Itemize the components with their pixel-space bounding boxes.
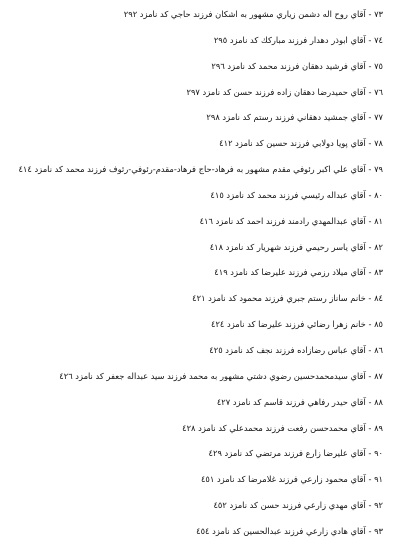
candidate-entry: ٩١ - آقاي محمود زارعي فرزند غلامرضا كد نامزد ٤٥١ [200, 474, 383, 485]
candidate-entry: ٩٠ - آقاي عليرضا زارع فرزند مرتضي كد نامزد ٤٢٩ [208, 448, 383, 459]
candidate-entry: ٧٥ - آقاي فرشيد دهقان فرزند محمد كد نامزد ٢٩٦ [211, 60, 383, 71]
candidate-entry: ٩٣ - آقاي هادي زارعي فرزند عبدالحسين كد نامزد ٤٥٤ [196, 525, 383, 536]
candidate-entry: ٧٣ - آقاي روح اله دشمن زياري مشهور به اشكان فرزند حاجي كد نامزد ٢٩٢ [123, 9, 383, 19]
candidate-entry: ٨٨ - آقاي حيدر رفاهي فرزند قاسم كد نامزد ٤٢٧ [216, 396, 383, 407]
candidate-entry: ٨٠ - آقاي عبداله رئيسي فرزند محمد كد نامزد ٤١٥ [210, 189, 383, 200]
candidate-entry: ٨١ - آقاي عبدالمهدي رادمند فرزند احمد كد نامزد ٤١٦ [199, 215, 383, 226]
candidate-entry: ٨٤ - خانم ساناز رستم جبري فرزند محمود كد نامزد ٤٢١ [192, 293, 383, 304]
candidate-entry: ٨٦ - آقاي عباس رضازاده فرزند نجف كد نامزد ٤٢٥ [209, 344, 383, 355]
candidate-entry: ٧٧ - آقاي جمشيد دهقاني فرزند رستم كد نامزد ٢٩٨ [206, 112, 383, 123]
candidate-entry: ٨٩ - آقاي محمدحسن رفعت فرزند محمدعلي كد نامزد ٤٢٨ [182, 422, 383, 433]
candidate-entry: ٨٥ - خانم زهرا رضائي فرزند عليرضا كد نامزد ٤٢٤ [210, 319, 383, 330]
candidate-entry: ٨٧ - آقاي سيدمحمدحسين رضوي دشتي مشهور به محمد فرزند سيد عبداله جعفر كد نامزد ٤٢٦ [59, 370, 383, 381]
candidate-entry: ٨٣ - آقاي ميلاد رزمي فرزند عليرضا كد نامزد ٤١٩ [214, 267, 383, 278]
candidate-entry: ٨٢ - آقاي ياسر رحيمي فرزند شهريار كد نامزد ٤١٨ [209, 241, 383, 252]
candidate-entry: ٧٤ - آقاي ابوذر دهدار فرزند مباركك كد نامزد ٢٩٥ [213, 34, 383, 45]
candidate-entry: ٩٢ - آقاي مهدي زارعي فرزند حسن كد نامزد ٤٥٢ [213, 500, 383, 511]
candidate-entry: ٧٩ - آقاي علي اكبر رئوفي مقدم مشهور به فرهاد-حاج فرهاد-مقدم-رئوفي-رئوف فرزند محمد كد نامزد ٤١٤ [18, 164, 383, 175]
candidate-list [0, 7, 401, 550]
candidate-entry: ٧٨ - آقاي پويا دولابي فرزند حسين كد نامزد ٤١٢ [219, 138, 383, 149]
candidate-entry: ٧٦ - آقاي حميدرضا دهقان زاده فرزند حسن كد نامزد ٢٩٧ [186, 86, 383, 97]
